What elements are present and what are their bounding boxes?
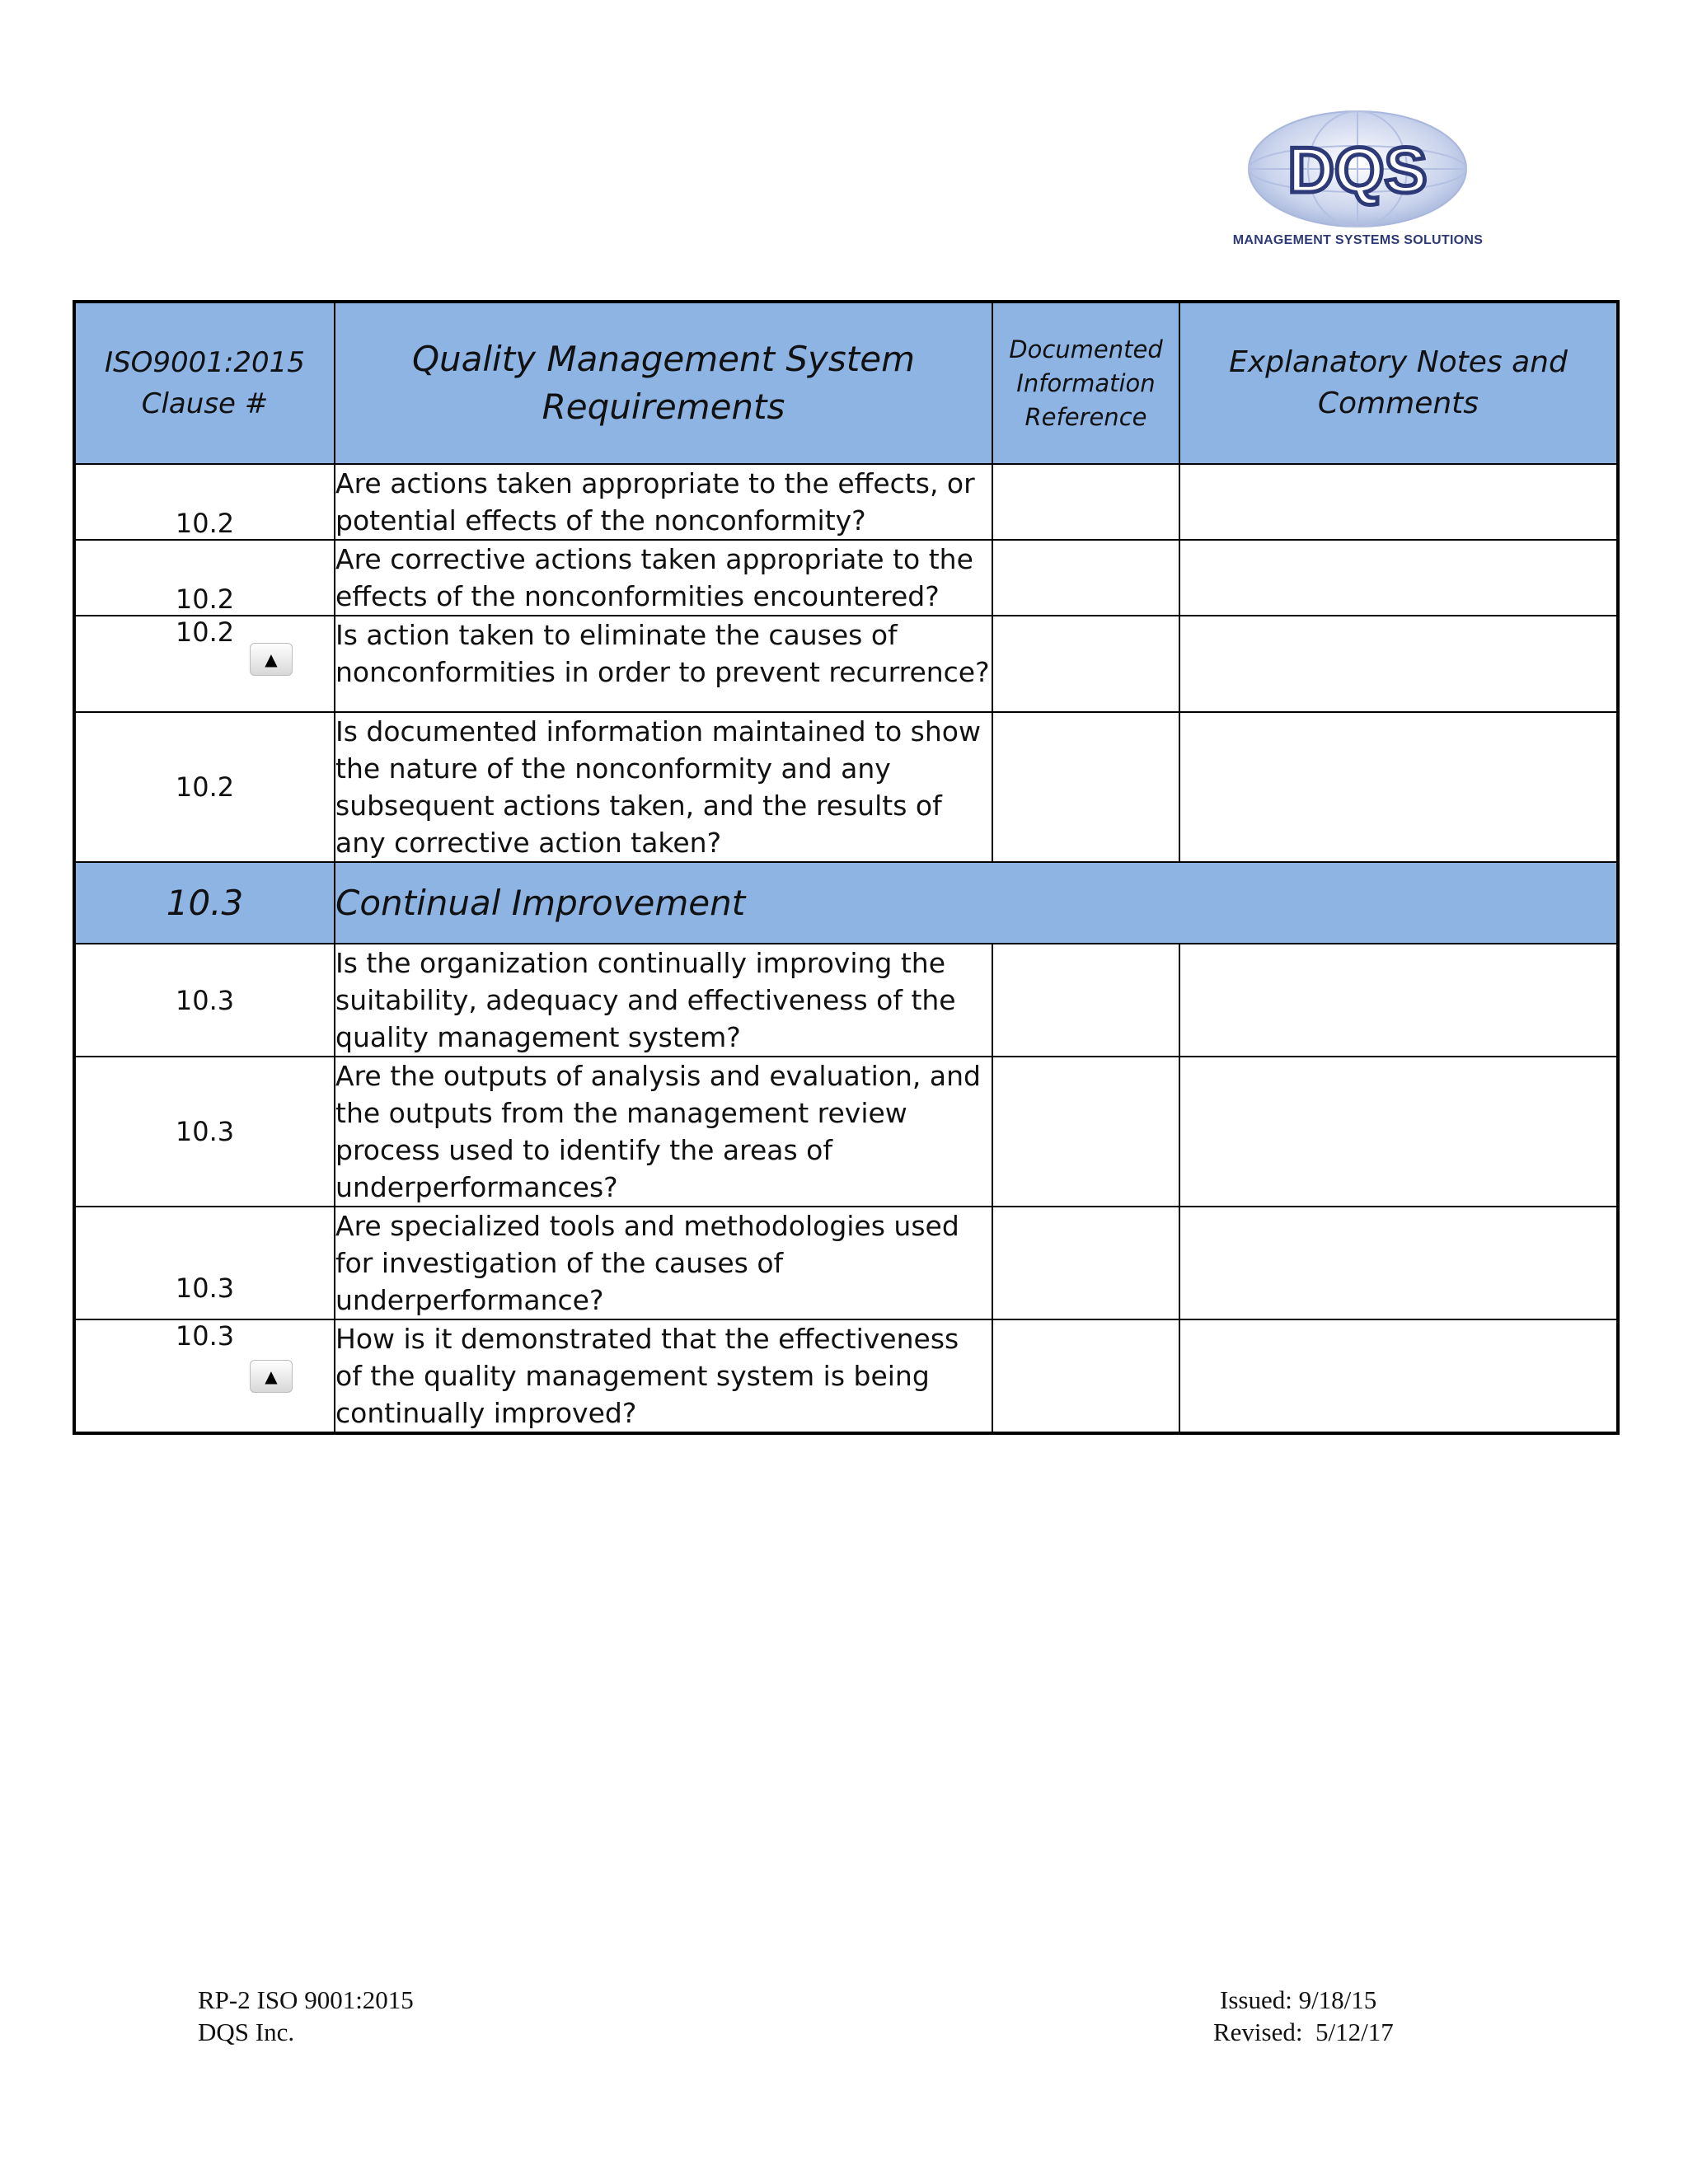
footer-document-id: RP-2 ISO 9001:2015 [198, 1985, 414, 2014]
globe-logo-icon [1224, 107, 1492, 231]
table-row [74, 1207, 1618, 1319]
documented-reference-cell[interactable] [992, 1319, 1179, 1433]
requirement-text: Are specialized tools and methodologies used for investigation of the causes of underperformance? [335, 1207, 992, 1319]
clause-number: 10.3 [74, 1207, 335, 1319]
requirement-text: Are actions taken appropriate to the effects, or potential effects of the nonconformity? [335, 464, 992, 540]
header-explanatory-notes: Explanatory Notes and Comments [1179, 302, 1618, 464]
documented-reference-cell[interactable] [992, 1207, 1179, 1319]
requirement-text: Are the outputs of analysis and evaluation, and the outputs from the management review process used to identify the areas of underperformances? [335, 1057, 992, 1207]
logo-letters: DQS [1287, 134, 1428, 206]
table-row [74, 1319, 1618, 1433]
section-header-row [74, 862, 1618, 944]
table-row [74, 712, 1618, 862]
requirement-text: Is documented information maintained to show the nature of the nonconformity and any subsequent actions taken, and the results of any corrective action taken? [335, 712, 992, 862]
notes-cell[interactable] [1179, 464, 1618, 540]
header-documented-information: Documented Information Reference [992, 302, 1179, 464]
scroll-up-button[interactable]: ▲ [250, 643, 293, 676]
footer-issued-date: Issued: 9/18/15 [1220, 1985, 1377, 2014]
documented-reference-cell[interactable] [992, 540, 1179, 616]
table-header-row [74, 302, 1618, 464]
notes-cell[interactable] [1179, 1057, 1618, 1207]
notes-cell[interactable] [1179, 1207, 1618, 1319]
footer-revised-date: Revised: 5/12/17 [1213, 2018, 1394, 2046]
clause-number: 10.3 [175, 1320, 235, 1352]
notes-cell[interactable] [1179, 712, 1618, 862]
header-clause: ISO9001:2015 Clause # [74, 302, 335, 464]
clause-number: 10.3 [74, 944, 335, 1057]
documented-reference-cell[interactable] [992, 1057, 1179, 1207]
documented-reference-cell[interactable] [992, 712, 1179, 862]
requirement-text: How is it demonstrated that the effectiveness of the quality management system is being continually improved? [335, 1319, 992, 1433]
clause-number: 10.3 [74, 1057, 335, 1207]
header-requirements: Quality Management System Requirements [335, 302, 992, 464]
clause-cell [74, 616, 335, 712]
requirement-text: Are corrective actions taken appropriate to the effects of the nonconformities encountered? [335, 540, 992, 616]
footer-right [1213, 1984, 1394, 2048]
notes-cell[interactable] [1179, 1319, 1618, 1433]
clause-number: 10.2 [175, 616, 235, 648]
scroll-up-button[interactable]: ▲ [250, 1360, 293, 1393]
dqs-logo [1224, 107, 1492, 255]
notes-cell[interactable] [1179, 944, 1618, 1057]
table-row [74, 464, 1618, 540]
table-row [74, 1057, 1618, 1207]
table-row [74, 944, 1618, 1057]
table-row [74, 616, 1618, 712]
requirement-text: Is action taken to eliminate the causes of nonconformities in order to prevent recurrence? [335, 616, 992, 712]
section-number: 10.3 [74, 862, 335, 944]
requirement-text: Is the organization continually improving the suitability, adequacy and effectiveness of the quality management system? [335, 944, 992, 1057]
table-row [74, 540, 1618, 616]
logo-caption: MANAGEMENT SYSTEMS SOLUTIONS [1232, 233, 1484, 247]
footer-company: DQS Inc. [198, 2018, 295, 2046]
notes-cell[interactable] [1179, 540, 1618, 616]
clause-number: 10.2 [74, 712, 335, 862]
requirements-table [73, 300, 1620, 1435]
documented-reference-cell[interactable] [992, 944, 1179, 1057]
documented-reference-cell[interactable] [992, 616, 1179, 712]
footer-left [198, 1984, 414, 2048]
documented-reference-cell[interactable] [992, 464, 1179, 540]
clause-number: 10.2 [74, 464, 335, 540]
clause-number: 10.2 [74, 540, 335, 616]
section-title: Continual Improvement [335, 862, 1618, 944]
notes-cell[interactable] [1179, 616, 1618, 712]
clause-cell [74, 1319, 335, 1433]
